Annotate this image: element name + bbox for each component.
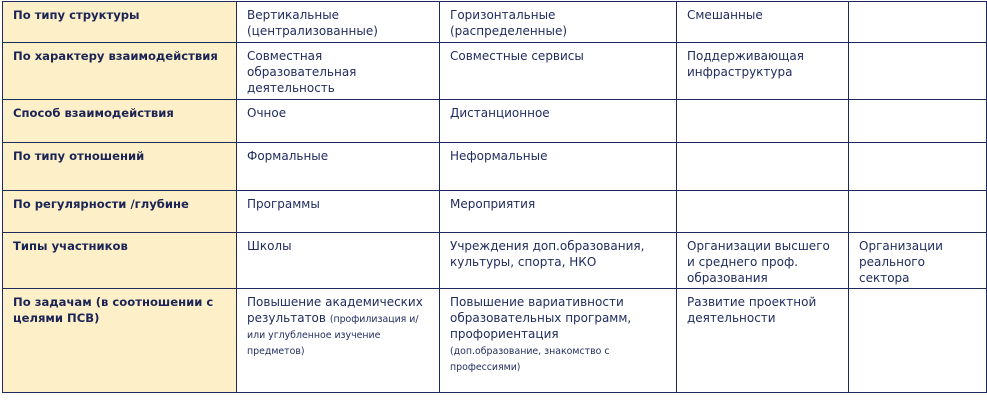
table-cell: Смешанные [677, 2, 849, 43]
table-row [3, 233, 987, 289]
table-cell: Мероприятия [440, 191, 677, 233]
table-cell [849, 43, 987, 100]
row-header: По типу отношений [3, 143, 237, 191]
table-cell [677, 191, 849, 233]
table-row [3, 143, 987, 191]
cell-note-text: (доп.образование, знакомство с профессиями) [450, 346, 610, 373]
row-header: Способ взаимодействия [3, 100, 237, 143]
row-header: По характеру взаимодействия [3, 43, 237, 100]
table-cell [849, 289, 987, 393]
table-cell: Неформальные [440, 143, 677, 191]
table-row [3, 43, 987, 100]
table-cell: Дистанционное [440, 100, 677, 143]
cell-note-text: (профилизация и/или углубленное изучение предметов) [247, 314, 419, 357]
row-header: По типу структуры [3, 2, 237, 43]
row-header: По регулярности /глубине [3, 191, 237, 233]
table-cell [849, 191, 987, 233]
row-header: По задачам (в соотношении с целями ПСВ) [3, 289, 237, 393]
table-cell [237, 289, 440, 393]
table-cell: Очное [237, 100, 440, 143]
table-cell: Горизонтальные (распределенные) [440, 2, 677, 43]
cell-main-text: Повышение академических результатов [247, 295, 423, 325]
table-cell: Совместная образовательная деятельность [237, 43, 440, 100]
table-cell [677, 143, 849, 191]
table-cell [849, 2, 987, 43]
table-cell: Программы [237, 191, 440, 233]
table-cell [440, 289, 677, 393]
table-cell: Совместные сервисы [440, 43, 677, 100]
table-row [3, 2, 987, 43]
table-cell: Развитие проектной деятельности [677, 289, 849, 393]
table-cell: Учреждения доп.образования, культуры, спорта, НКО [440, 233, 677, 289]
classification-table [2, 1, 987, 393]
table-cell: Вертикальные (централизованные) [237, 2, 440, 43]
table-cell [849, 143, 987, 191]
table-cell: Поддерживающая инфраструктура [677, 43, 849, 100]
table-row [3, 289, 987, 393]
table-row [3, 100, 987, 143]
table-cell: Организации высшего и среднего проф. образования [677, 233, 849, 289]
table-cell [849, 100, 987, 143]
row-header: Типы участников [3, 233, 237, 289]
table-cell: Школы [237, 233, 440, 289]
table-cell: Формальные [237, 143, 440, 191]
cell-main-text: Повышение вариативности образовательных программ, профориентация [450, 295, 632, 341]
table-cell [677, 100, 849, 143]
table-cell: Организации реального сектора [849, 233, 987, 289]
table-row [3, 191, 987, 233]
